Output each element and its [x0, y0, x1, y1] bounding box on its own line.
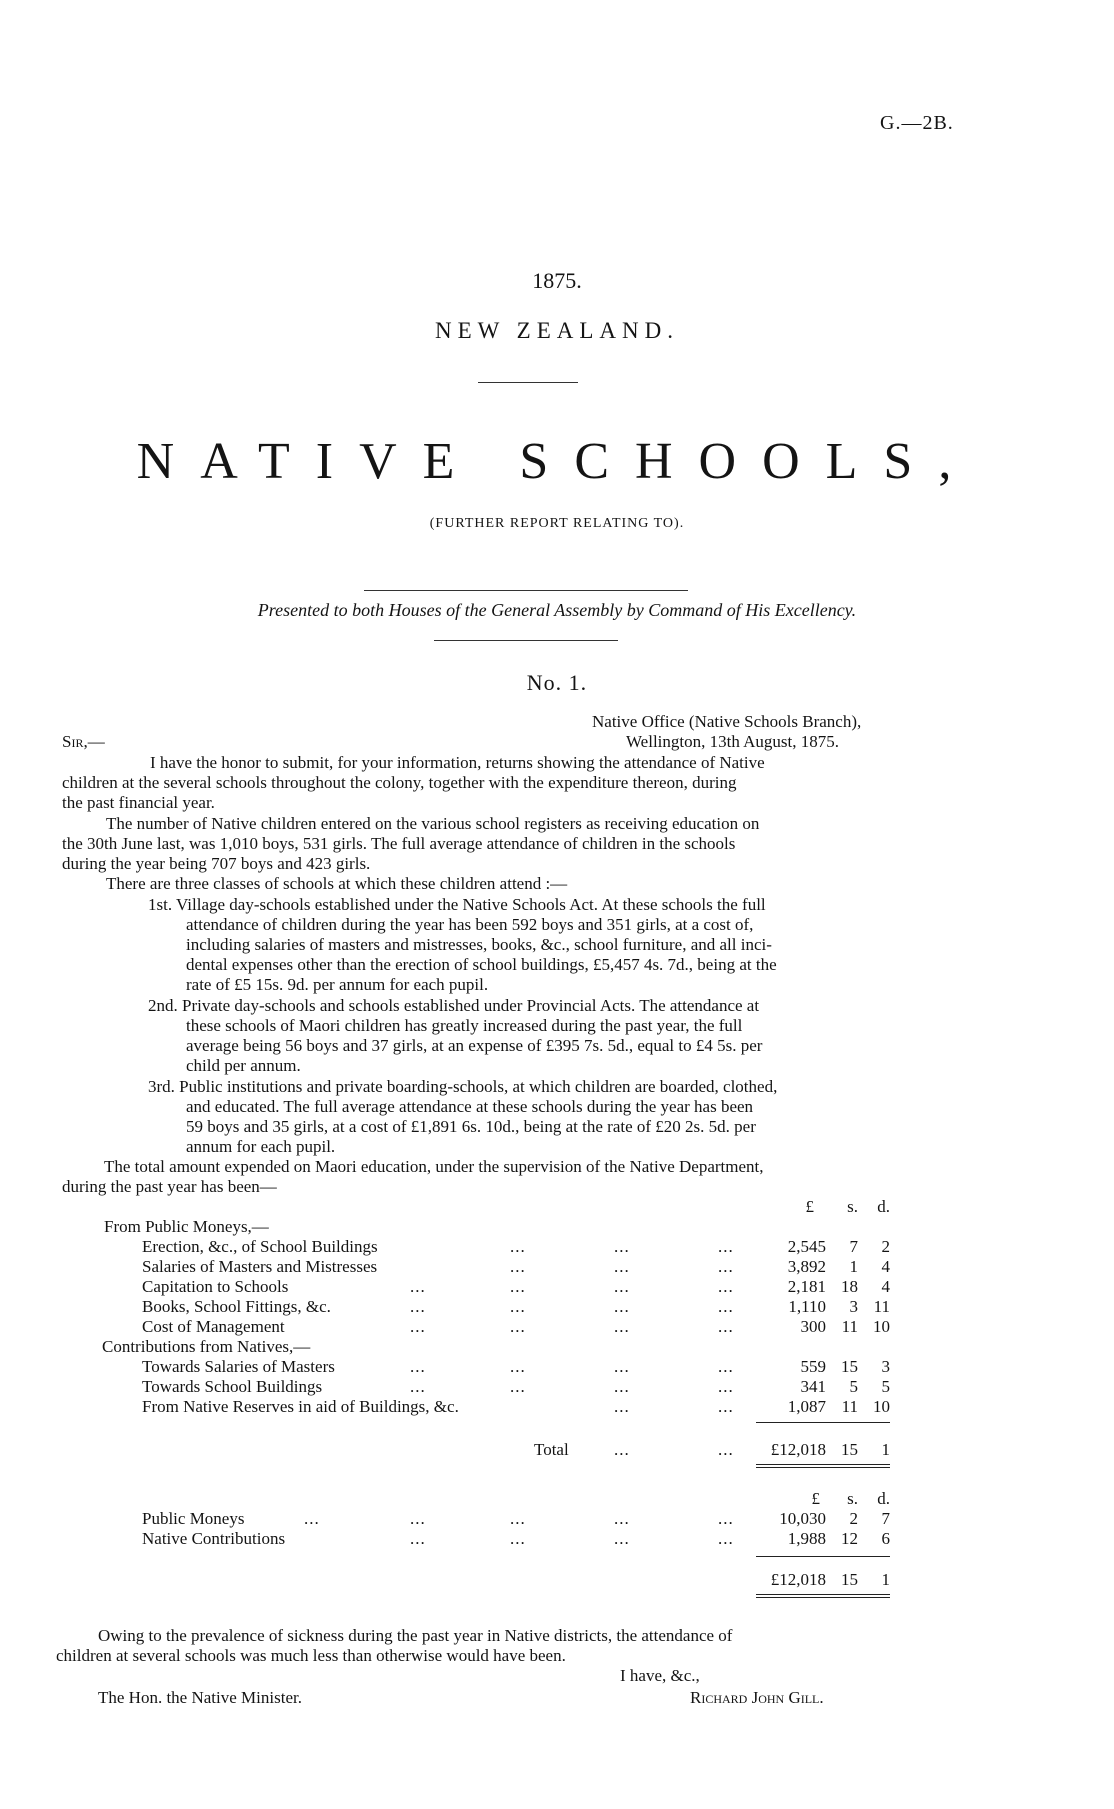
- summary-total-double-rule: [756, 1597, 890, 1598]
- letter-line: dental expenses other than the erection of school buildings, £5,457 4s. 7d., being at the: [186, 955, 777, 974]
- leader-dots: ...: [410, 1297, 426, 1316]
- account-section-label: From Public Moneys,—: [104, 1217, 269, 1236]
- total-double-rule: [756, 1464, 890, 1465]
- leader-dots: ...: [614, 1317, 630, 1336]
- presented-top-divider: [364, 590, 688, 591]
- leader-dots: ...: [510, 1237, 526, 1256]
- pence-cell: 10: [873, 1317, 890, 1336]
- country-heading: NEW ZEALAND.: [434, 318, 680, 343]
- leader-dots: ...: [510, 1357, 526, 1376]
- summary-col-pence: d.: [877, 1489, 890, 1508]
- shillings-cell: 3: [849, 1297, 858, 1316]
- summary-label: Native Contributions: [142, 1529, 286, 1548]
- presented-note: Presented to both Houses of the General Assembly by Command of His Excellency.: [257, 600, 857, 620]
- account-label: Erection, &c., of School Buildings: [142, 1237, 378, 1256]
- leader-dots: ...: [510, 1529, 526, 1548]
- letter-line: the 30th June last, was 1,010 boys, 531 girls. The full average attendance of children in the schools: [62, 834, 736, 853]
- letter-line: during the year being 707 boys and 423 girls.: [62, 854, 371, 873]
- document-code: G.—2B.: [880, 112, 954, 134]
- leader-dots: ...: [510, 1509, 526, 1528]
- summary-col-pounds: £: [811, 1489, 820, 1508]
- salutation: Sir,—: [62, 732, 105, 751]
- letter-line: annum for each pupil.: [186, 1137, 336, 1156]
- letter-line: rate of £5 15s. 9d. per annum for each pupil.: [186, 975, 489, 994]
- pounds-cell: 300: [800, 1317, 826, 1336]
- letter-line: 1st. Village day-schools established under the Native Schools Act. At these schools the full: [148, 895, 766, 914]
- letter-line: There are three classes of schools at which these children attend :—: [106, 874, 568, 893]
- pounds-cell: 341: [800, 1377, 826, 1396]
- leader-dots: ...: [718, 1317, 734, 1336]
- leader-dots: ...: [410, 1277, 426, 1296]
- letter-line: The number of Native children entered on the various school registers as receiving education on: [106, 814, 760, 833]
- leader-dots: ...: [718, 1529, 734, 1548]
- pence-cell: 11: [873, 1297, 890, 1316]
- leader-dots: ...: [718, 1509, 734, 1528]
- account-label: Towards Salaries of Masters: [142, 1357, 335, 1376]
- total-label: Total: [534, 1440, 569, 1459]
- report-year: 1875.: [532, 268, 582, 293]
- letter-line: 59 boys and 35 girls, at a cost of £1,891 6s. 10d., being at the rate of £20 2s. 5d. per: [186, 1117, 756, 1136]
- letter-line: including salaries of masters and mistresses, books, &c., school furniture, and all inci-: [186, 935, 772, 954]
- pounds-cell: 2,545: [787, 1237, 826, 1256]
- leader-dots: ...: [718, 1377, 734, 1396]
- pence-cell: 2: [881, 1237, 890, 1256]
- shillings-cell: 11: [841, 1397, 858, 1416]
- pounds-cell: 1,087: [787, 1397, 826, 1416]
- leader-dots: ...: [304, 1509, 320, 1528]
- pence-cell: 5: [881, 1377, 890, 1396]
- letter-line: child per annum.: [186, 1056, 301, 1075]
- account-label: Capitation to Schools: [142, 1277, 289, 1296]
- leader-dots: ...: [614, 1357, 630, 1376]
- letter-line: the past financial year.: [62, 793, 215, 812]
- leader-dots: ...: [410, 1317, 426, 1336]
- summary-total-pounds: £12,018: [770, 1570, 826, 1589]
- pounds-cell: 559: [800, 1357, 826, 1376]
- total-shillings: 15: [841, 1440, 858, 1459]
- leader-dots: ...: [614, 1377, 630, 1396]
- page-title: NATIVE SCHOOLS,: [136, 433, 978, 490]
- shillings-cell: 1: [849, 1257, 858, 1276]
- total-pence: 1: [881, 1440, 890, 1459]
- col-pence-header: d.: [877, 1197, 890, 1216]
- pence-cell: 4: [881, 1257, 890, 1276]
- letter-line: I have the honor to submit, for your information, returns showing the attendance of Native: [150, 753, 765, 772]
- page-subtitle: (FURTHER REPORT RELATING TO).: [429, 516, 685, 531]
- summary-pence: 7: [881, 1509, 890, 1528]
- shillings-cell: 11: [841, 1317, 858, 1336]
- summary-pounds: 10,030: [779, 1509, 826, 1528]
- total-pounds: £12,018: [770, 1440, 826, 1459]
- leader-dots: ...: [614, 1509, 630, 1528]
- col-shillings-header: s.: [847, 1197, 858, 1216]
- letter-line: average being 56 boys and 37 girls, at an expense of £395 7s. 5d., equal to £4 5s. per: [186, 1036, 763, 1055]
- total-rule: [756, 1422, 890, 1423]
- summary-shillings: 2: [849, 1509, 858, 1528]
- address-line-1: Native Office (Native Schools Branch),: [592, 712, 862, 731]
- address-line-2: Wellington, 13th August, 1875.: [626, 732, 840, 751]
- leader-dots: ...: [410, 1509, 426, 1528]
- leader-dots: ...: [614, 1257, 630, 1276]
- account-label: Books, School Fittings, &c.: [142, 1297, 331, 1316]
- letter-line: children at the several schools throughout the colony, together with the expenditure thereon, during: [62, 773, 737, 792]
- summary-total-shillings: 15: [841, 1570, 858, 1589]
- leader-dots: ...: [614, 1237, 630, 1256]
- letter-line: 3rd. Public institutions and private boarding-schools, at which children are boarded, clothed,: [148, 1077, 778, 1096]
- letter-line: these schools of Maori children has greatly increased during the past year, the full: [186, 1016, 743, 1035]
- account-label: Salaries of Masters and Mistresses: [142, 1257, 378, 1276]
- summary-pounds: 1,988: [787, 1529, 826, 1548]
- pence-cell: 4: [881, 1277, 890, 1296]
- col-pounds-header: £: [805, 1197, 814, 1216]
- leader-dots: ...: [718, 1297, 734, 1316]
- shillings-cell: 5: [849, 1377, 858, 1396]
- summary-total-pence: 1: [881, 1570, 890, 1589]
- leader-dots: ...: [718, 1357, 734, 1376]
- summary-total-double-rule: [756, 1594, 890, 1595]
- shillings-cell: 18: [841, 1277, 858, 1296]
- leader-dots: ...: [510, 1317, 526, 1336]
- account-label: From Native Reserves in aid of Buildings, &c.: [142, 1397, 459, 1416]
- summary-pence: 6: [881, 1529, 890, 1548]
- total-double-rule: [756, 1467, 890, 1468]
- pence-cell: 10: [873, 1397, 890, 1416]
- header-divider: [478, 382, 578, 383]
- leader-dots: ...: [510, 1377, 526, 1396]
- leader-dots: ...: [718, 1277, 734, 1296]
- leader-dots: ...: [510, 1297, 526, 1316]
- shillings-cell: 7: [849, 1237, 858, 1256]
- pounds-cell: 2,181: [787, 1277, 826, 1296]
- leader-dots: ...: [614, 1440, 630, 1459]
- addressee: The Hon. the Native Minister.: [98, 1688, 302, 1707]
- closing-line: Owing to the prevalence of sickness during the past year in Native districts, the attendance of: [98, 1626, 733, 1645]
- leader-dots: ...: [510, 1277, 526, 1296]
- account-section-label: Contributions from Natives,—: [102, 1337, 311, 1356]
- signature: Richard John Gill.: [690, 1688, 824, 1707]
- document-number: No. 1.: [526, 670, 588, 695]
- leader-dots: ...: [614, 1297, 630, 1316]
- leader-dots: ...: [410, 1377, 426, 1396]
- shillings-cell: 15: [841, 1357, 858, 1376]
- leader-dots: ...: [718, 1397, 734, 1416]
- letter-line: attendance of children during the year has been 592 boys and 351 girls, at a cost of,: [186, 915, 754, 934]
- pounds-cell: 1,110: [788, 1297, 826, 1316]
- summary-total-rule: [756, 1556, 890, 1557]
- letter-line: and educated. The full average attendance at these schools during the year has been: [186, 1097, 754, 1116]
- leader-dots: ...: [614, 1277, 630, 1296]
- letter-line: The total amount expended on Maori education, under the supervision of the Native Department,: [104, 1157, 764, 1176]
- leader-dots: ...: [410, 1357, 426, 1376]
- pence-cell: 3: [881, 1357, 890, 1376]
- account-label: Towards School Buildings: [142, 1377, 323, 1396]
- leader-dots: ...: [718, 1257, 734, 1276]
- summary-col-shillings: s.: [847, 1489, 858, 1508]
- summary-label: Public Moneys: [142, 1509, 245, 1528]
- letter-line: 2nd. Private day-schools and schools established under Provincial Acts. The attendance at: [148, 996, 760, 1015]
- leader-dots: ...: [718, 1440, 734, 1459]
- presented-bottom-divider: [434, 640, 618, 641]
- letter-line: during the past year has been—: [62, 1177, 277, 1196]
- summary-shillings: 12: [841, 1529, 858, 1548]
- leader-dots: ...: [510, 1257, 526, 1276]
- leader-dots: ...: [718, 1237, 734, 1256]
- leader-dots: ...: [614, 1529, 630, 1548]
- account-label: Cost of Management: [142, 1317, 285, 1336]
- sign-off: I have, &c.,: [620, 1666, 700, 1685]
- closing-line: children at several schools was much less than otherwise would have been.: [56, 1646, 566, 1665]
- leader-dots: ...: [614, 1397, 630, 1416]
- leader-dots: ...: [410, 1529, 426, 1548]
- pounds-cell: 3,892: [787, 1257, 826, 1276]
